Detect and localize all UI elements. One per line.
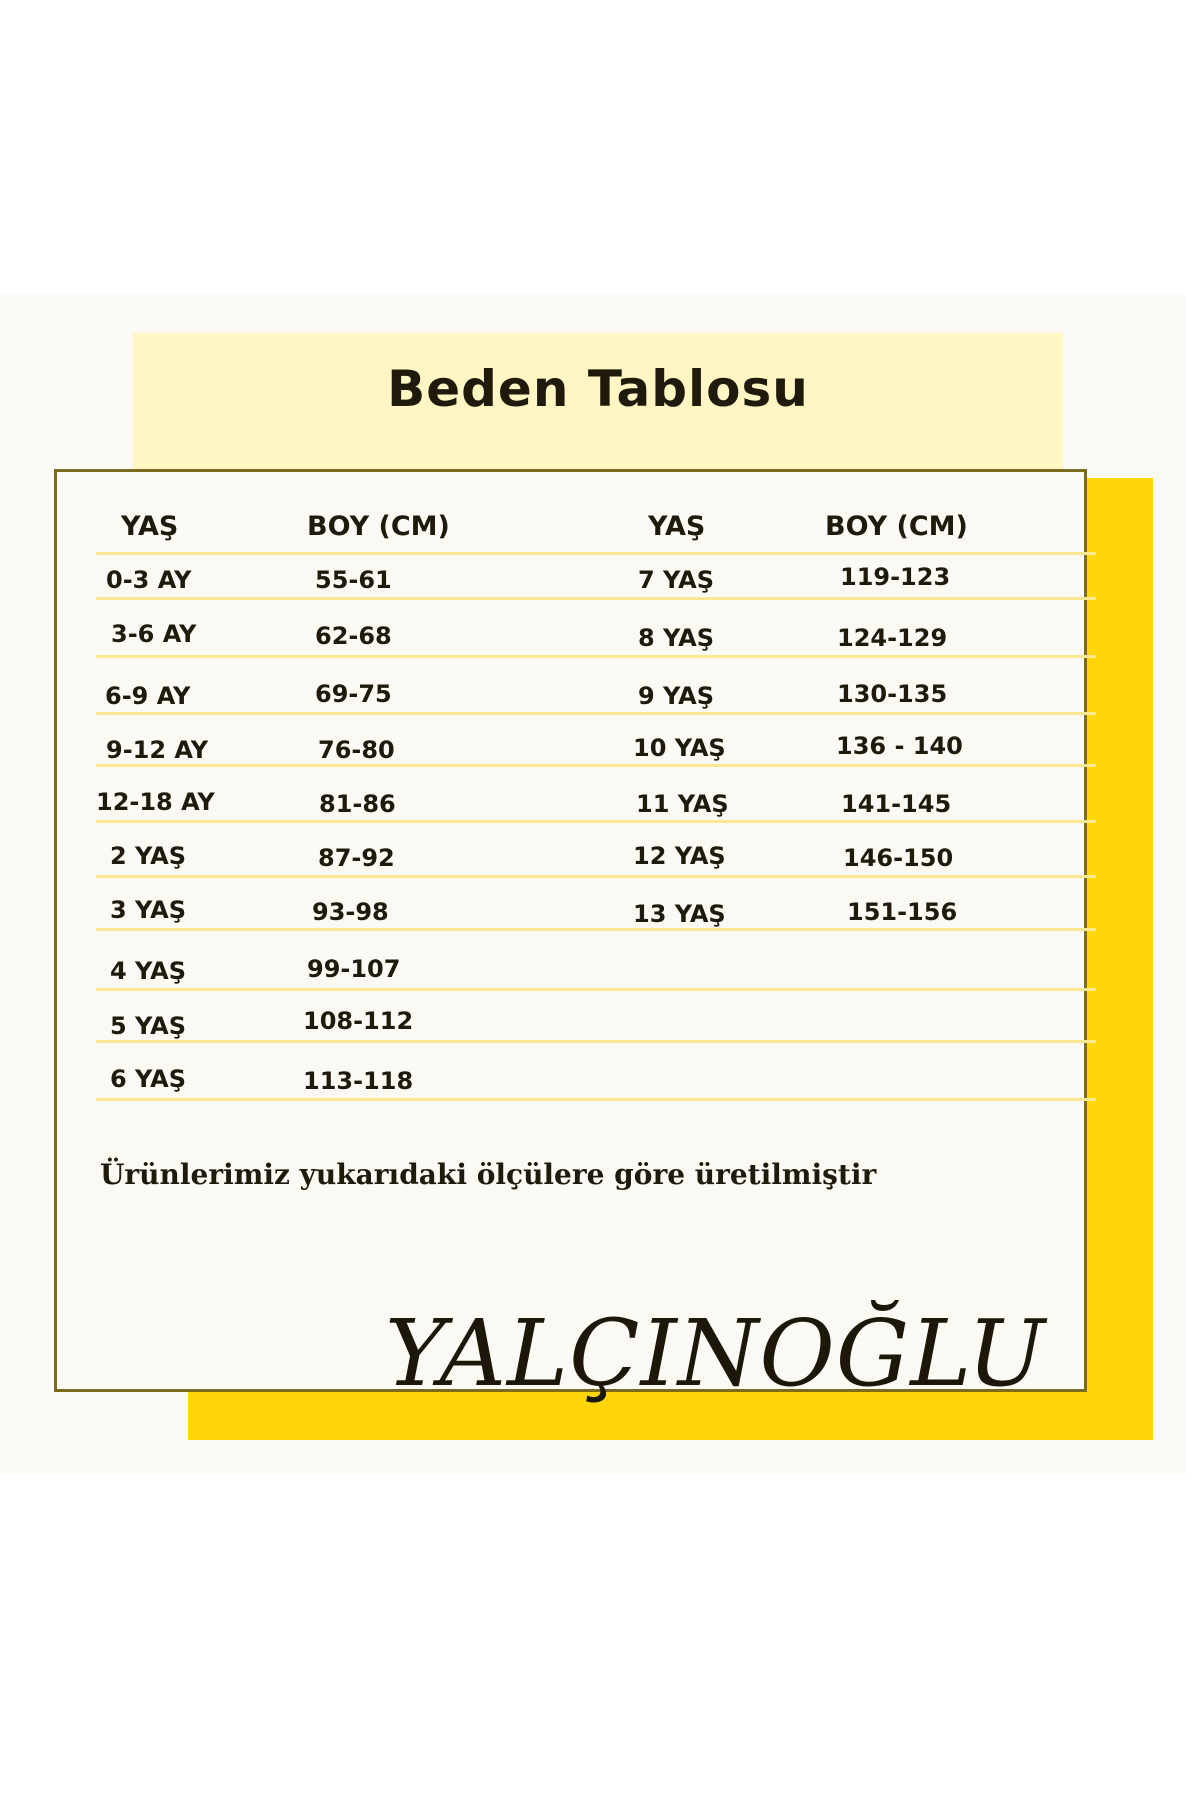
left-height-cell: 69-75 — [315, 680, 392, 708]
left-height-cell: 99-107 — [307, 955, 401, 983]
left-height-cell: 76-80 — [318, 736, 395, 764]
left-height-cell: 108-112 — [303, 1007, 414, 1035]
header-left-age: YAŞ — [121, 511, 179, 542]
right-age-cell: 8 YAŞ — [638, 624, 714, 652]
table-rule — [96, 988, 1096, 991]
left-height-cell: 55-61 — [315, 566, 392, 594]
left-age-cell: 6 YAŞ — [110, 1065, 186, 1093]
right-height-cell: 151-156 — [847, 898, 958, 926]
right-height-cell: 141-145 — [841, 790, 952, 818]
left-age-cell: 0-3 AY — [106, 566, 192, 594]
left-height-cell: 113-118 — [303, 1067, 414, 1095]
table-rule — [96, 655, 1096, 658]
production-note: Ürünlerimiz yukarıdaki ölçülere göre üretilmiştir — [100, 1158, 877, 1191]
right-age-cell: 9 YAŞ — [638, 682, 714, 710]
brand-logo-text: YALÇINOĞLU — [385, 1300, 1046, 1407]
right-age-cell: 12 YAŞ — [633, 842, 726, 870]
page-title: Beden Tablosu — [387, 360, 809, 418]
table-rule — [96, 552, 1096, 555]
header-right-age: YAŞ — [648, 511, 706, 542]
table-rule — [96, 1098, 1096, 1101]
table-rule — [96, 820, 1096, 823]
left-height-cell: 93-98 — [312, 898, 389, 926]
left-age-cell: 4 YAŞ — [110, 957, 186, 985]
right-height-cell: 130-135 — [837, 680, 948, 708]
header-left-height: BOY (CM) — [307, 511, 450, 542]
left-age-cell: 3-6 AY — [111, 620, 197, 648]
table-rule — [96, 928, 1096, 931]
left-height-cell: 81-86 — [319, 790, 396, 818]
table-rule — [96, 1040, 1096, 1043]
left-height-cell: 87-92 — [318, 844, 395, 872]
table-rule — [96, 764, 1096, 767]
right-age-cell: 10 YAŞ — [633, 734, 726, 762]
left-age-cell: 3 YAŞ — [110, 896, 186, 924]
left-age-cell: 12-18 AY — [96, 788, 215, 816]
table-rule — [96, 875, 1096, 878]
right-height-cell: 119-123 — [840, 563, 951, 591]
right-height-cell: 136 - 140 — [836, 732, 963, 760]
table-rule — [96, 712, 1096, 715]
left-age-cell: 6-9 AY — [105, 682, 191, 710]
table-rule — [96, 597, 1096, 600]
right-age-cell: 7 YAŞ — [638, 566, 714, 594]
left-height-cell: 62-68 — [315, 622, 392, 650]
left-age-cell: 2 YAŞ — [110, 842, 186, 870]
right-age-cell: 11 YAŞ — [636, 790, 729, 818]
header-right-height: BOY (CM) — [825, 511, 968, 542]
left-age-cell: 9-12 AY — [106, 736, 209, 764]
right-age-cell: 13 YAŞ — [633, 900, 726, 928]
left-age-cell: 5 YAŞ — [110, 1012, 186, 1040]
right-height-cell: 124-129 — [837, 624, 948, 652]
right-height-cell: 146-150 — [843, 844, 954, 872]
